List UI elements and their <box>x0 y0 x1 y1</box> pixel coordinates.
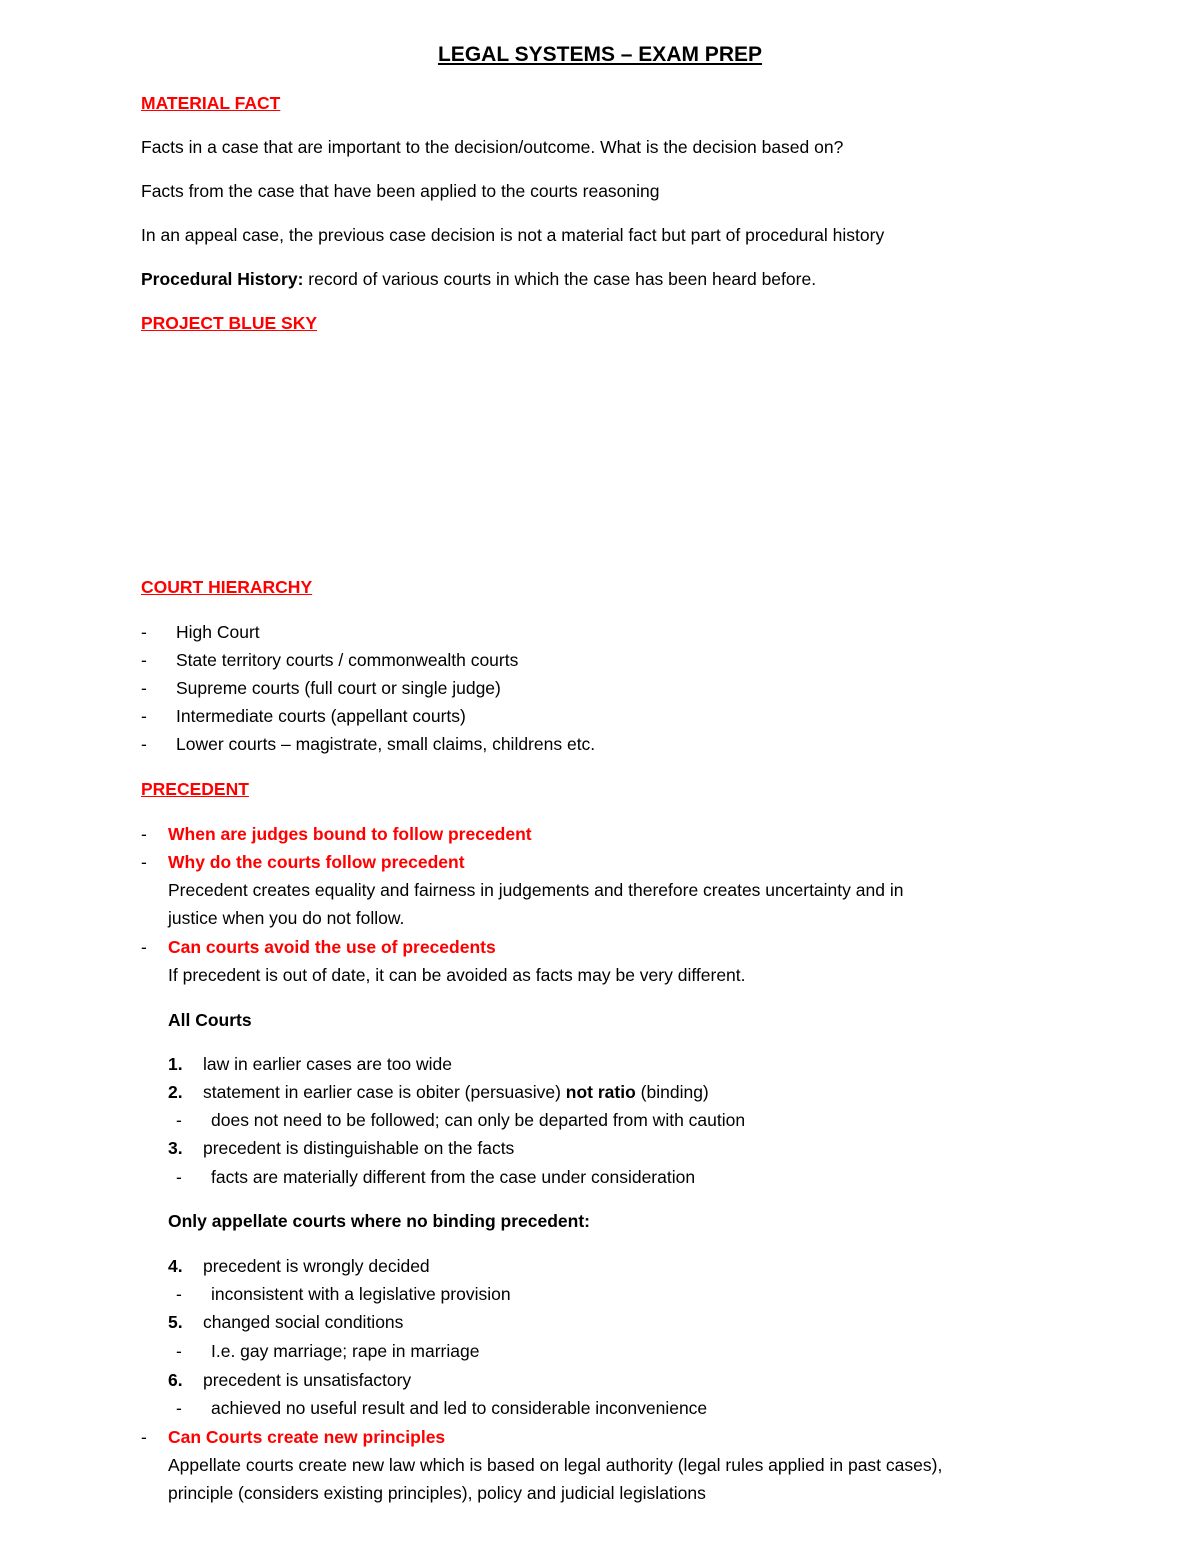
material-fact-paragraph-2: Facts from the case that have been applied to the courts reasoning <box>141 181 660 201</box>
court-hierarchy-heading: COURT HIERARCHY <box>141 577 313 597</box>
list-item: precedent is distinguishable on the facts <box>203 1138 515 1158</box>
material-fact-heading: MATERIAL FACT <box>141 93 281 113</box>
list-number: 2. <box>168 1082 183 1102</box>
list-bullet: - <box>141 734 147 754</box>
precedent-create-answer-line-2: principle (considers existing principles), policy and judicial legislations <box>168 1483 706 1503</box>
precedent-question-bound: When are judges bound to follow precedent <box>168 824 532 844</box>
list-bullet: - <box>176 1110 182 1130</box>
precedent-question-why: Why do the courts follow precedent <box>168 852 465 872</box>
list-bullet: - <box>141 1427 147 1447</box>
list-item <box>203 1082 709 1103</box>
list-bullet: - <box>141 824 147 844</box>
item-text: (binding) <box>635 1082 709 1102</box>
precedent-why-answer-line-2: justice when you do not follow. <box>168 908 405 928</box>
list-subitem: does not need to be followed; can only be departed from with caution <box>211 1110 746 1130</box>
precedent-why-answer-line-1: Precedent creates equality and fairness in judgements and therefore creates uncertainty and in <box>168 880 904 900</box>
list-bullet: - <box>176 1398 182 1418</box>
material-fact-paragraph-3: In an appeal case, the previous case decision is not a material fact but part of procedural history <box>141 225 885 245</box>
list-item: Supreme courts (full court or single judge) <box>176 678 501 698</box>
list-item: precedent is wrongly decided <box>203 1256 430 1276</box>
list-item: High Court <box>176 622 260 642</box>
material-fact-paragraph-1: Facts in a case that are important to the decision/outcome. What is the decision based on? <box>141 137 844 157</box>
list-number: 3. <box>168 1138 183 1158</box>
list-number: 1. <box>168 1054 183 1074</box>
list-subitem: achieved no useful result and led to considerable inconvenience <box>211 1398 708 1418</box>
appellate-subheading: Only appellate courts where no binding precedent: <box>168 1211 591 1231</box>
list-item: Lower courts – magistrate, small claims, childrens etc. <box>176 734 596 754</box>
list-number: 6. <box>168 1370 183 1390</box>
list-number: 4. <box>168 1256 183 1276</box>
list-item: State territory courts / commonwealth courts <box>176 650 519 670</box>
list-number: 5. <box>168 1312 183 1332</box>
project-blue-sky-heading: PROJECT BLUE SKY <box>141 313 317 333</box>
list-bullet: - <box>176 1341 182 1361</box>
list-bullet: - <box>176 1167 182 1187</box>
all-courts-subheading: All Courts <box>168 1010 252 1030</box>
page-title: LEGAL SYSTEMS – EXAM PREP <box>437 43 762 66</box>
list-subitem: inconsistent with a legislative provision <box>211 1284 511 1304</box>
list-bullet: - <box>141 650 147 670</box>
precedent-question-avoid: Can courts avoid the use of precedents <box>168 937 496 957</box>
precedent-heading: PRECEDENT <box>141 779 249 799</box>
list-bullet: - <box>141 678 147 698</box>
list-subitem: I.e. gay marriage; rape in marriage <box>211 1341 480 1361</box>
list-bullet: - <box>141 706 147 726</box>
procedural-history-paragraph <box>141 269 816 290</box>
precedent-create-answer-line-1: Appellate courts create new law which is based on legal authority (legal rules applied in past cases), <box>168 1455 943 1475</box>
list-item: precedent is unsatisfactory <box>203 1370 412 1390</box>
list-bullet: - <box>176 1284 182 1304</box>
list-bullet: - <box>141 852 147 872</box>
item-text-bold: not ratio <box>565 1082 636 1102</box>
list-item: law in earlier cases are too wide <box>203 1054 453 1074</box>
list-item: changed social conditions <box>203 1312 404 1332</box>
procedural-history-text: record of various courts in which the case has been heard before. <box>303 269 817 289</box>
list-bullet: - <box>141 937 147 957</box>
list-bullet: - <box>141 622 147 642</box>
precedent-question-create: Can Courts create new principles <box>168 1427 446 1447</box>
procedural-history-label: Procedural History: <box>141 269 304 289</box>
precedent-avoid-answer: If precedent is out of date, it can be avoided as facts may be very different. <box>168 965 746 985</box>
list-item: Intermediate courts (appellant courts) <box>176 706 466 726</box>
item-text: statement in earlier case is obiter (persuasive) <box>203 1082 566 1102</box>
list-subitem: facts are materially different from the case under consideration <box>211 1167 696 1187</box>
